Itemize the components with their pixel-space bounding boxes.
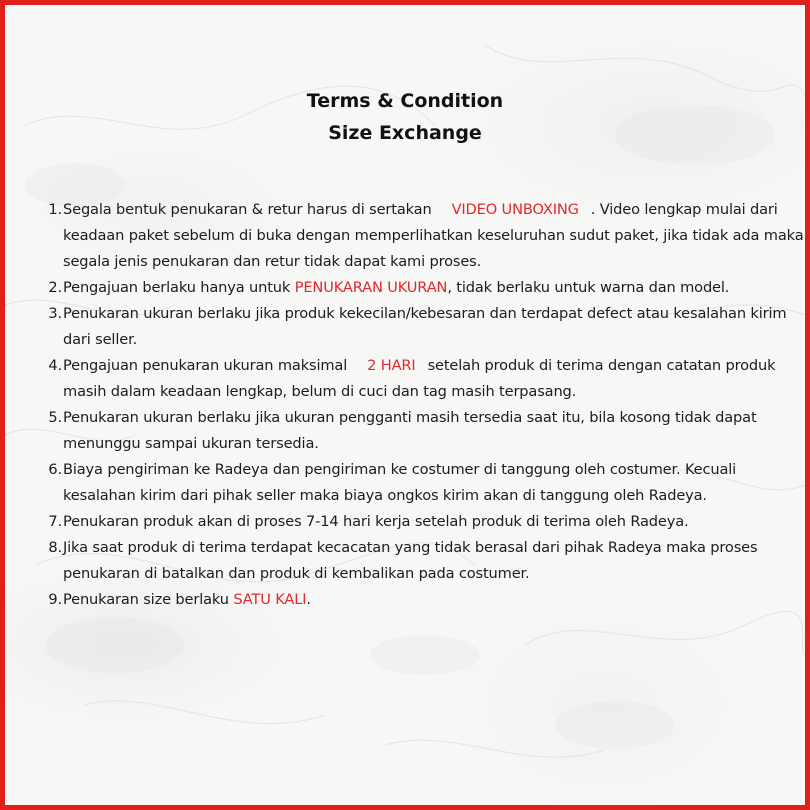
term-number: 9. xyxy=(48,591,62,608)
term-text: Pengajuan berlaku hanya untuk xyxy=(63,279,295,296)
term-number: 3. xyxy=(48,305,62,322)
term-text: Jika saat produk di terima terdapat kecacatan yang tidak berasal dari pihak Radeya maka proses penukaran di batalkan dan produk di kembalikan pada costumer. xyxy=(63,539,758,582)
term-item xyxy=(42,509,808,535)
term-text: Biaya pengiriman ke Radeya dan pengiriman ke costumer di tanggung oleh costumer. Kecuali kesalahan kirim dari pihak seller maka biaya ongkos kirim akan di tanggung oleh Radeya. xyxy=(63,461,737,504)
term-text: Segala bentuk penukaran & retur harus di sertakan xyxy=(63,201,432,218)
term-highlight: PENUKARAN UKURAN xyxy=(294,279,448,296)
term-item xyxy=(42,587,808,613)
term-text: setelah produk di terima dengan catatan produk masih dalam keadaan lengkap, belum di cuci dan tag masih terpasang. xyxy=(63,357,776,400)
term-item xyxy=(42,457,808,509)
term-number: 4. xyxy=(48,357,62,374)
term-text: Penukaran ukuran berlaku jika ukuran pengganti masih tersedia saat itu, bila kosong tidak dapat menunggu sampai ukuran tersedia. xyxy=(63,409,757,452)
term-number: 6. xyxy=(48,461,62,478)
term-text: Penukaran produk akan di proses 7-14 hari kerja setelah produk di terima oleh Radeya. xyxy=(63,513,689,530)
term-number: 7. xyxy=(48,513,62,530)
term-text: . Video lengkap mulai dari keadaan paket sebelum di buka dengan memperlihatkan keseluruhan sudut paket, jika tidak ada maka segala jenis penukaran dan retur tidak dapat kami proses. xyxy=(63,201,804,270)
term-item xyxy=(42,275,808,301)
term-number: 2. xyxy=(48,279,62,296)
term-item xyxy=(42,353,808,405)
term-item xyxy=(42,535,808,587)
term-item xyxy=(42,301,808,353)
page-subtitle: Size Exchange xyxy=(328,122,482,144)
page-title: Terms & Condition xyxy=(306,90,504,112)
term-text: , tidak berlaku untuk warna dan model. xyxy=(447,279,730,296)
term-text: . xyxy=(306,591,311,608)
term-highlight: 2 HARI xyxy=(367,357,416,374)
terms-list xyxy=(42,197,808,613)
term-number: 1. xyxy=(48,201,62,218)
term-item xyxy=(42,197,808,275)
term-item xyxy=(42,405,808,457)
term-number: 8. xyxy=(48,539,62,556)
term-text: Penukaran size berlaku xyxy=(63,591,234,608)
term-highlight: SATU KALI xyxy=(233,591,307,608)
term-highlight: VIDEO UNBOXING xyxy=(451,201,579,218)
term-number: 5. xyxy=(48,409,62,426)
term-text: Pengajuan penukaran ukuran maksimal xyxy=(63,357,348,374)
term-text: Penukaran ukuran berlaku jika produk kekecilan/kebesaran dan terdapat defect atau kesalahan kirim dari seller. xyxy=(63,305,787,348)
